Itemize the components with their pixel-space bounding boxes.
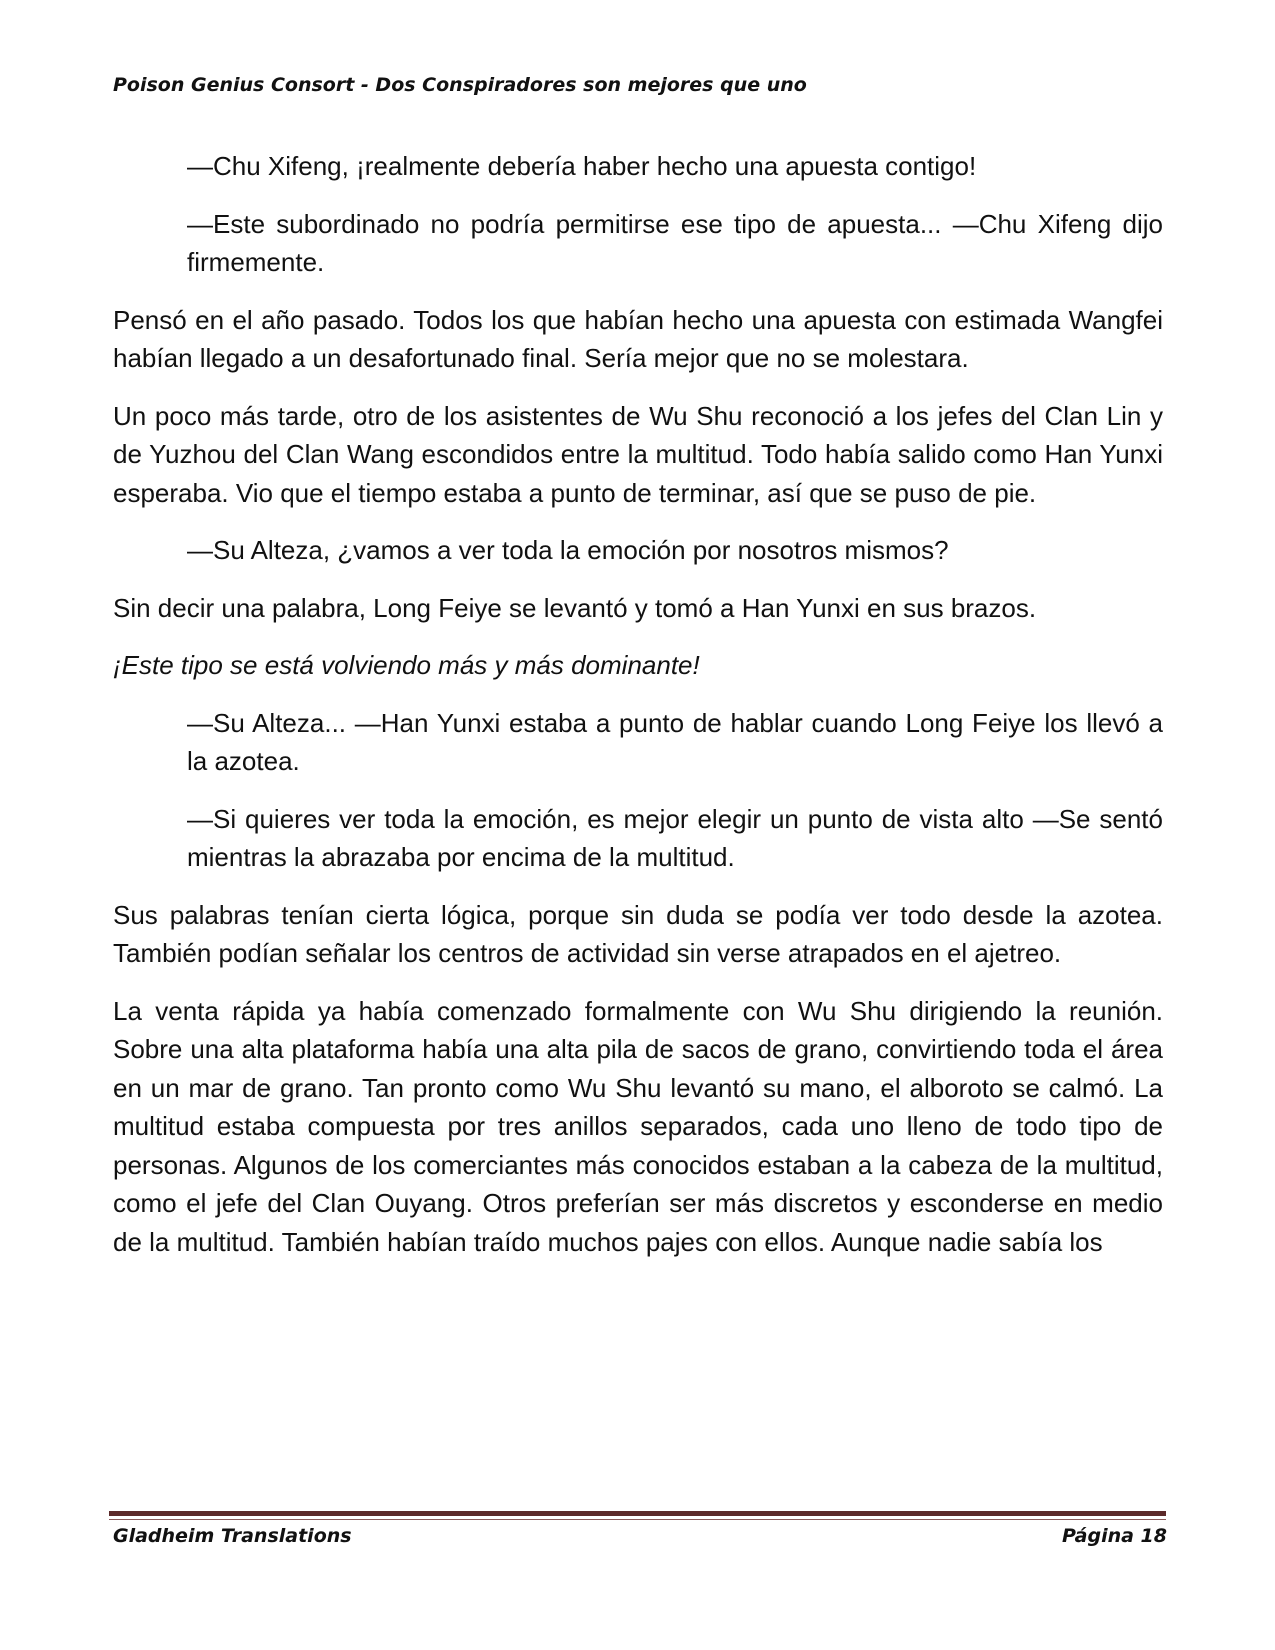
paragraph: La venta rápida ya había comenzado formalmente con Wu Shu dirigiendo la reunión. Sobre una alta plataforma había una alta pila de sacos de grano, convirtiendo toda el área en un mar de grano. Tan pronto como Wu Shu levantó su mano, el alboroto se calmó. La multitud estaba compuesta por tres anillos separados, cada uno lleno de todo tipo de personas. Algunos de los comerciantes más conocidos estaban a la cabeza de la multitud, como el jefe del Clan Ouyang. Otros preferían ser más discretos y esconderse en medio de la multitud. También habían traído muchos pajes con ellos. Aunque nadie sabía los: [113, 995, 1163, 1257]
paragraph: —Su Alteza, ¿vamos a ver toda la emoción por nosotros mismos?: [187, 535, 949, 565]
footer-publisher: Gladheim Translations: [113, 1525, 352, 1547]
paragraph: Pensó en el año pasado. Todos los que habían hecho una apuesta con estimada Wangfei habían llegado a un desafortunado final. Sería mejor que no se molestara.: [113, 304, 1163, 373]
paragraph: Sin decir una palabra, Long Feiye se levantó y tomó a Han Yunxi en sus brazos.: [113, 592, 1037, 623]
footer-divider-thin: [109, 1519, 1166, 1520]
footer-divider: [109, 1511, 1166, 1516]
paragraph: ¡Este tipo se está volviendo más y más dominante!: [113, 650, 700, 680]
paragraph: —Su Alteza... —Han Yunxi estaba a punto de hablar cuando Long Feiye los llevó a la azotea.: [187, 707, 1163, 776]
paragraph: Sus palabras tenían cierta lógica, porque sin duda se podía ver todo desde la azotea. También podían señalar los centros de actividad sin verse atrapados en el ajetreo.: [113, 899, 1163, 968]
body-text: [113, 147, 1163, 1280]
paragraph: Un poco más tarde, otro de los asistentes de Wu Shu reconoció a los jefes del Clan Lin y de Yuzhou del Clan Wang escondidos entre la multitud. Todo había salido como Han Yunxi esperaba. Vio que el tiempo estaba a punto de terminar, así que se puso de pie.: [113, 400, 1163, 508]
page-number: Página 18: [1061, 1525, 1167, 1547]
paragraph: —Este subordinado no podría permitirse ese tipo de apuesta... —Chu Xifeng dijo firmemente.: [187, 208, 1163, 277]
paragraph: —Chu Xifeng, ¡realmente debería haber hecho una apuesta contigo!: [187, 151, 977, 181]
running-header: Poison Genius Consort - Dos Conspiradores son mejores que uno: [113, 74, 807, 96]
paragraph: —Si quieres ver toda la emoción, es mejor elegir un punto de vista alto —Se sentó mientras la abrazaba por encima de la multitud.: [187, 803, 1163, 872]
